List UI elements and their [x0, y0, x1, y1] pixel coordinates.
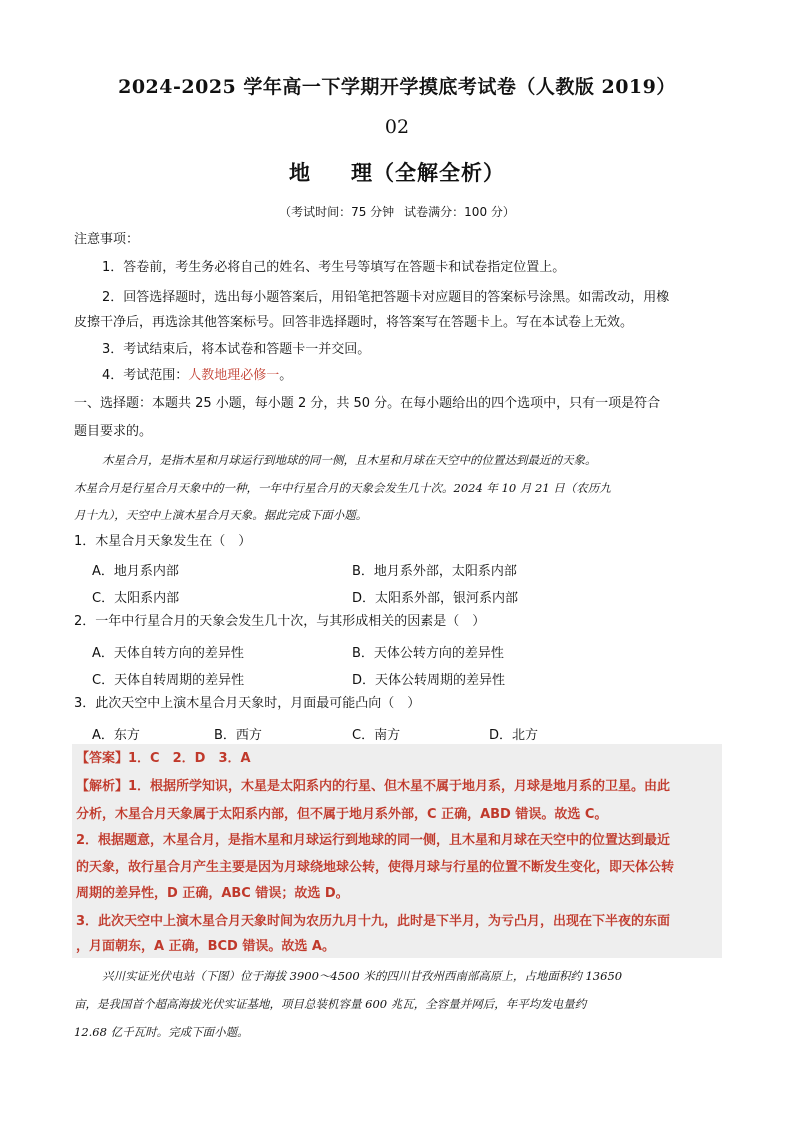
question-2-option-b[interactable]: B．天体公转方向的差异性 — [352, 646, 504, 661]
analysis-1-line1: 1．根据所学知识，木星是太阳系内的行星、但木星不属于地月系，月球是地月系的卫星。由此 — [128, 779, 671, 794]
question-1-option-b[interactable]: B．地月系外部，太阳系内部 — [352, 564, 517, 579]
analysis-2-line3: 周期的差异性，D 正确，ABC 错误；故选 D。 — [76, 886, 349, 901]
material-2-line2: 亩，是我国首个超高海拔光伏实证基地，项目总装机容量 600 兆瓦，全容量并网后，年平均发电量约 — [74, 997, 587, 1011]
section-heading-line1: 一、选择题：本题共 25 小题，每小题 2 分，共 50 分。在每小题给出的四个选项中，只有一项是符合 — [74, 396, 661, 411]
analysis-2-line2: 的天象，故行星合月产生主要是因为月球绕地球公转，使得月球与行星的位置不断发生变化，即天体公转 — [76, 860, 675, 875]
analysis-1-line2: 分析，木星合月天象属于太阳系内部，但不属于地月系外部，C 正确，ABD 错误。故选 C。 — [76, 807, 608, 822]
answer-text: 1．C 2．D 3．A — [128, 751, 251, 766]
question-3-option-b[interactable]: B．西方 — [214, 728, 262, 743]
question-2-option-c[interactable]: C．天体自转周期的差异性 — [92, 673, 245, 688]
material-2-line1: 兴川实证光伏电站（下图）位于海拔 3900～4500 米的四川甘孜州西南部高原上，占地面积约 13650 — [102, 969, 623, 983]
analysis-3-line1: 3．此次天空中上演木星合月天象时间为农历九月十九，此时是下半月，为亏凸月，出现在下半夜的东面 — [76, 914, 671, 929]
material-1-line2: 木星合月是行星合月天象中的一种，一年中行星合月的天象会发生几十次。2024 年 10 月 21 日（农历九 — [74, 481, 611, 495]
note-item-2-line2: 皮擦干净后，再选涂其他答案标号。回答非选择题时，将答案写在答题卡上。写在本试卷上无效。 — [74, 315, 634, 330]
question-3-option-a[interactable]: A．东方 — [92, 728, 140, 743]
question-2-stem: 2．一年中行星合月的天象会发生几十次，与其形成相关的因素是（ ） — [74, 614, 486, 629]
subject-title-part2: 理（全解全析） — [351, 161, 505, 185]
exam-title: 2024-2025 学年高一下学期开学摸底考试卷（人教版 2019） — [118, 76, 676, 98]
analysis-line-1 — [76, 772, 726, 802]
note-item-1: 1．答卷前，考生务必将自己的姓名、考生号等填写在答题卡和试卷指定位置上。 — [102, 260, 566, 275]
analysis-2-line1: 2．根据题意，木星合月，是指木星和月球运行到地球的同一侧，且木星和月球在天空中的位置达到最近 — [76, 833, 671, 848]
question-1-stem: 1．木星合月天象发生在（ ） — [74, 534, 252, 549]
exam-title-number: 02 — [384, 116, 410, 138]
question-1-option-d[interactable]: D．太阳系外部，银河系内部 — [352, 591, 519, 606]
note-item-4-suffix: 。 — [279, 368, 293, 383]
question-1-option-c[interactable]: C．太阳系内部 — [92, 591, 180, 606]
question-2-option-a[interactable]: A．天体自转方向的差异性 — [92, 646, 244, 661]
analysis-3-line2: ，月面朝东，A 正确，BCD 错误。故选 A。 — [76, 939, 335, 954]
question-3-option-d[interactable]: D．北方 — [489, 728, 539, 743]
note-item-4-prefix: 4．考试范围： — [102, 368, 189, 383]
material-1-line1: 木星合月，是指木星和月球运行到地球的同一侧，且木星和月球在天空中的位置达到最近的天象。 — [102, 453, 597, 467]
question-3-stem: 3．此次天空中上演木星合月天象时，月面最可能凸向（ ） — [74, 696, 421, 711]
exam-info — [0, 203, 794, 220]
answer-line — [76, 744, 726, 774]
note-item-4 — [102, 362, 726, 390]
question-3-option-c[interactable]: C．南方 — [352, 728, 401, 743]
note-item-3: 3．考试结束后，将本试卷和答题卡一并交回。 — [102, 342, 371, 357]
material-2-line3: 12.68 亿千瓦时。完成下面小题。 — [74, 1025, 249, 1039]
exam-scope: 人教地理必修一 — [188, 368, 280, 383]
subject-title-part1: 地 — [289, 161, 311, 185]
question-1-option-a[interactable]: A．地月系内部 — [92, 564, 179, 579]
notes-heading: 注意事项： — [74, 232, 140, 247]
subject-title — [0, 157, 794, 187]
material-1-line3: 月十九），天空中上演木星合月天象。据此完成下面小题。 — [74, 508, 368, 522]
exam-time: （考试时间：75 分钟 — [279, 205, 395, 219]
exam-score: 试卷满分：100 分） — [404, 205, 515, 219]
question-2-option-d[interactable]: D．天体公转周期的差异性 — [352, 673, 506, 688]
section-heading-line2: 题目要求的。 — [74, 424, 153, 439]
note-item-2-line1: 2．回答选择题时，选出每小题答案后，用铅笔把答题卡对应题目的答案标号涂黑。如需改动，用橡 — [102, 290, 670, 305]
answer-tag: 【答案】 — [76, 751, 129, 766]
analysis-tag: 【解析】 — [76, 779, 129, 794]
